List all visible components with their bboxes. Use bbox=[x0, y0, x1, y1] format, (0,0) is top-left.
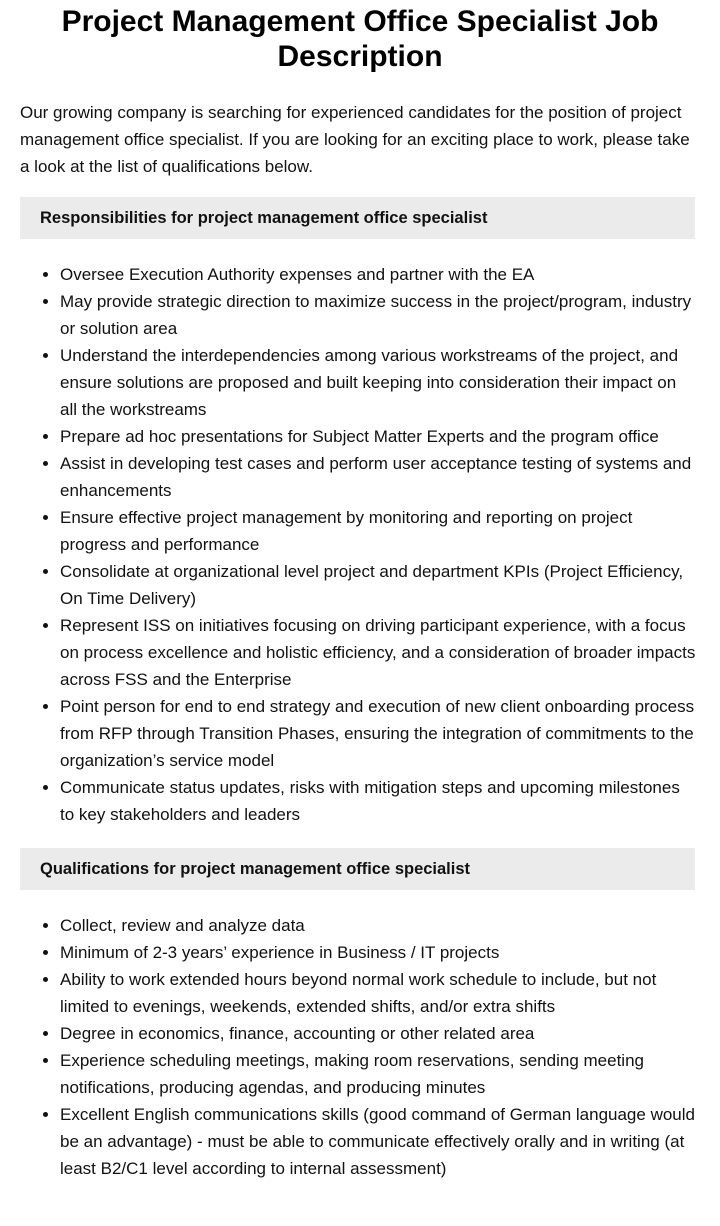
responsibilities-heading: Responsibilities for project management office specialist bbox=[20, 197, 695, 239]
list-item: • Excellent English communications skills (good command of German language would be an advantage) - must be able to communicate effectively orally and in writing (at least B2/C1 level according to internal assessment) bbox=[60, 1101, 696, 1182]
intro-paragraph: Our growing company is searching for experienced candidates for the position of project management office specialist. If you are looking for an exciting place to work, please take a look at the list of qualifications below. bbox=[20, 103, 690, 176]
qualifications-heading: Qualifications for project management office specialist bbox=[20, 848, 695, 890]
page-title: Project Management Office Specialist Job Description bbox=[61, 5, 659, 73]
qualifications-list bbox=[0, 912, 696, 1182]
list-item: • Ensure effective project management by monitoring and reporting on project progress and performance bbox=[60, 504, 696, 558]
list-item: • Degree in economics, finance, accounting or other related area bbox=[60, 1020, 696, 1047]
list-item: • Prepare ad hoc presentations for Subject Matter Experts and the program office bbox=[60, 423, 696, 450]
list-item: • Assist in developing test cases and perform user acceptance testing of systems and enhancements bbox=[60, 450, 696, 504]
list-item: • Point person for end to end strategy and execution of new client onboarding process from RFP through Transition Phases, ensuring the integration of commitments to the organization’s service model bbox=[60, 693, 696, 774]
list-item: • Consolidate at organizational level project and department KPIs (Project Efficiency, On Time Delivery) bbox=[60, 558, 696, 612]
list-item: • Minimum of 2-3 years’ experience in Business / IT projects bbox=[60, 939, 696, 966]
list-item: • Communicate status updates, risks with mitigation steps and upcoming milestones to key stakeholders and leaders bbox=[60, 774, 696, 828]
list-item: • May provide strategic direction to maximize success in the project/program, industry or solution area bbox=[60, 288, 696, 342]
list-item: • Experience scheduling meetings, making room reservations, sending meeting notifications, producing agendas, and producing minutes bbox=[60, 1047, 696, 1101]
list-item: • Collect, review and analyze data bbox=[60, 912, 696, 939]
responsibilities-list bbox=[0, 261, 696, 828]
list-item: • Represent ISS on initiatives focusing on driving participant experience, with a focus on process excellence and holistic efficiency, and a consideration of broader impacts across FSS and the Enterprise bbox=[60, 612, 696, 693]
list-item: • Oversee Execution Authority expenses and partner with the EA bbox=[60, 261, 696, 288]
list-item: • Understand the interdependencies among various workstreams of the project, and ensure solutions are proposed and built keeping into consideration their impact on all the workstreams bbox=[60, 342, 696, 423]
list-item: • Ability to work extended hours beyond normal work schedule to include, but not limited to evenings, weekends, extended shifts, and/or extra shifts bbox=[60, 966, 696, 1020]
